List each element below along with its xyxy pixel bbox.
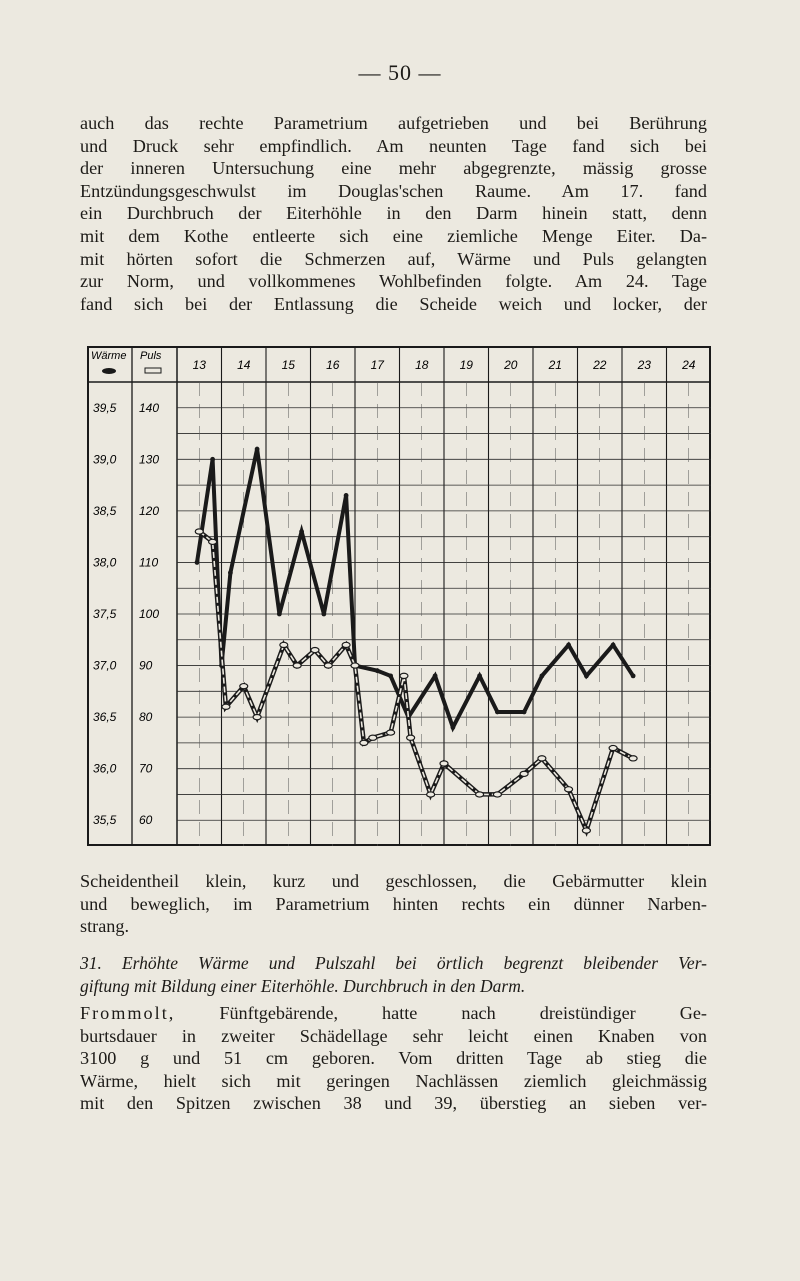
- puls-point: [440, 761, 448, 766]
- text-line: fand sich bei der Entlassung die Scheide weich und locker, der: [80, 293, 707, 314]
- warme-point: [433, 673, 438, 678]
- puls-point: [582, 828, 590, 833]
- day-label: 22: [593, 358, 607, 372]
- warme-point: [540, 673, 545, 678]
- puls-point: [324, 663, 332, 668]
- day-label: 20: [504, 358, 518, 372]
- day-label: 15: [281, 358, 295, 372]
- text-line: Scheidentheil klein, kurz und geschlossen, die Gebärmutter klein: [80, 871, 707, 891]
- puls-tick-label: 110: [139, 555, 159, 570]
- puls-tick-label: 120: [139, 503, 160, 518]
- warme-point: [631, 673, 636, 678]
- day-label: 16: [326, 358, 340, 372]
- puls-point: [342, 642, 350, 647]
- warme-point: [611, 643, 616, 648]
- warme-point: [195, 560, 200, 565]
- puls-point: [565, 787, 573, 792]
- day-label: 17: [370, 358, 384, 372]
- warme-point: [228, 570, 233, 575]
- puls-tick-label: 140: [139, 400, 160, 415]
- warme-point: [451, 725, 456, 730]
- puls-point: [360, 740, 368, 745]
- warme-tick-label: 37,0: [93, 658, 117, 673]
- text-line: 3100 g und 51 cm geboren. Vom dritten Tage ab stieg die: [80, 1048, 707, 1069]
- case-heading: [80, 952, 707, 997]
- header-warme: Wärme: [91, 350, 127, 362]
- puls-point: [629, 756, 637, 761]
- text-line: [80, 1002, 707, 1025]
- warme-tick-label: 38,5: [93, 503, 117, 518]
- puls-point: [493, 792, 501, 797]
- puls-line-outer: [199, 532, 633, 831]
- text-line: mit hörten sofort die Schmerzen auf, Wärme und Puls gelangten: [80, 248, 707, 269]
- warme-point: [210, 457, 215, 462]
- puls-point: [400, 673, 408, 678]
- warme-point: [584, 673, 589, 678]
- puls-point: [222, 704, 230, 709]
- warme-tick-label: 36,0: [93, 761, 117, 776]
- paragraph-middle: [80, 870, 707, 938]
- warme-point: [522, 710, 527, 715]
- chart-svg: [87, 346, 711, 846]
- warme-point: [344, 493, 349, 498]
- puls-tick-label: 80: [139, 710, 153, 725]
- puls-point: [387, 730, 395, 735]
- warme-point: [477, 673, 482, 678]
- puls-tick-label: 60: [139, 813, 153, 828]
- puls-point: [351, 663, 359, 668]
- paragraph-top: [80, 112, 707, 315]
- day-label: 18: [415, 358, 429, 372]
- text-line: auch das rechte Parametrium aufgetrieben und bei Berührung: [80, 113, 707, 133]
- text-line: burtsdauer in zweiter Schädellage sehr leicht einen Knaben von: [80, 1025, 707, 1046]
- day-label: 14: [237, 358, 251, 372]
- warme-point: [277, 612, 282, 617]
- day-label: 23: [637, 358, 651, 372]
- puls-point: [253, 715, 261, 720]
- puls-point: [427, 792, 435, 797]
- puls-point: [476, 792, 484, 797]
- puls-tick-label: 70: [139, 761, 153, 776]
- warme-tick-label: 35,5: [93, 813, 117, 828]
- text-line: zur Norm, und vollkommenes Wohlbefinden folgte. Am 24. Tage: [80, 271, 707, 292]
- warme-point: [299, 529, 304, 534]
- puls-tick-label: 130: [139, 452, 160, 467]
- text-line: Wärme, hielt sich mit geringen Nachlässen ziemlich gleichmässig: [80, 1070, 707, 1091]
- warme-point: [566, 643, 571, 648]
- puls-point: [609, 745, 617, 750]
- puls-point: [280, 642, 288, 647]
- warme-tick-label: 37,5: [93, 607, 117, 621]
- warme-tick-label: 39,5: [93, 400, 117, 415]
- puls-point: [293, 663, 301, 668]
- text-line: mit den Spitzen zwischen 38 und 39, überstieg an sieben ver-: [80, 1093, 707, 1114]
- puls-point: [520, 771, 528, 776]
- warme-tick-label: 38,0: [93, 555, 117, 570]
- text-line: und beweglich, im Parametrium hinten rechts ein dünner Narben-: [80, 893, 707, 914]
- puls-point: [311, 647, 319, 652]
- paragraph-bottom: [80, 1002, 707, 1115]
- heading-line: giftung mit Bildung einer Eiterhöhle. Durchbruch in den Darm.: [80, 975, 526, 996]
- day-label: 13: [192, 358, 206, 372]
- day-label: 19: [459, 358, 473, 372]
- warme-legend-symbol: [102, 368, 116, 374]
- text-line: der inneren Untersuchung eine mehr abgegrenzte, mässig grosse: [80, 158, 707, 179]
- warme-point: [388, 673, 393, 678]
- text-fragment: Fünftgebärende, hatte nach dreistündiger Ge-: [175, 1003, 707, 1023]
- puls-tick-label: 100: [139, 607, 160, 621]
- warme-tick-label: 39,0: [93, 452, 117, 467]
- warme-point: [255, 447, 260, 452]
- puls-point: [195, 529, 203, 534]
- text-line: Entzündungsgeschwulst im Douglas'schen Raume. Am 17. fand: [80, 180, 707, 201]
- patient-name: Frommolt,: [80, 1003, 176, 1023]
- page-number: — 50 —: [358, 60, 442, 85]
- puls-legend-symbol: [145, 368, 161, 373]
- puls-tick-label: 90: [139, 658, 153, 673]
- header-puls: Puls: [140, 350, 162, 362]
- puls-point: [407, 735, 415, 740]
- heading-line: 31. Erhöhte Wärme und Pulszahl bei örtlich begrenzt bleibender Ver-: [80, 953, 707, 973]
- warme-tick-label: 36,5: [93, 710, 117, 725]
- puls-point: [240, 684, 248, 689]
- day-label: 24: [682, 358, 696, 372]
- puls-point: [369, 735, 377, 740]
- temperature-pulse-chart: [87, 346, 711, 846]
- day-label: 21: [548, 358, 562, 372]
- text-line: und Druck sehr empfindlich. Am neunten Tage fand sich bei: [80, 135, 707, 156]
- warme-point: [375, 668, 380, 673]
- text-line: mit dem Kothe entleerte sich eine ziemliche Menge Eiter. Da-: [80, 225, 707, 246]
- warme-point: [495, 710, 500, 715]
- text-line: ein Durchbruch der Eiterhöhle in den Darm hinein statt, denn: [80, 203, 707, 224]
- puls-point: [209, 539, 217, 544]
- text-line: strang.: [80, 916, 129, 937]
- warme-point: [321, 612, 326, 617]
- puls-point: [538, 756, 546, 761]
